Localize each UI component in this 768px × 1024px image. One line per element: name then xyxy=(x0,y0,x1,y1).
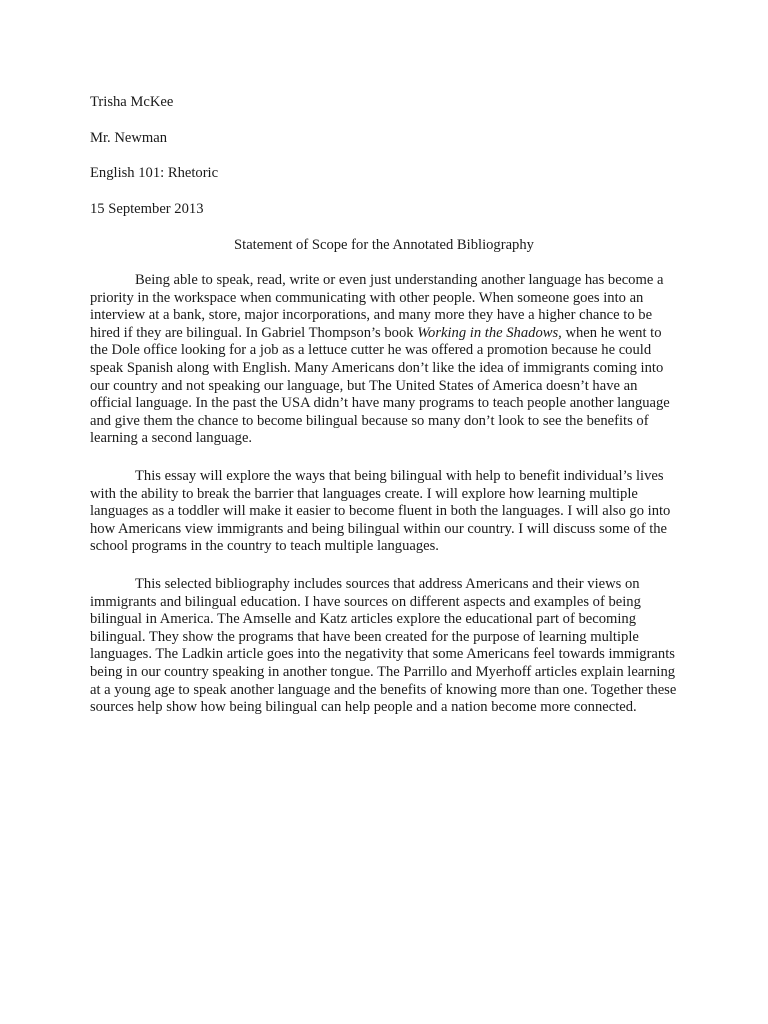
document-date: 15 September 2013 xyxy=(90,201,204,217)
student-name: Trisha McKee xyxy=(90,94,174,110)
document-title: Statement of Scope for the Annotated Bibliography xyxy=(234,237,534,253)
course-name: English 101: Rhetoric xyxy=(90,165,219,181)
paragraph-1 xyxy=(90,272,680,448)
book-title: Working in the Shadows, xyxy=(417,324,562,341)
paragraph-1-text-b: when he went to the Dole office looking for a job as a lettuce cutter he was offered a promotion because he could speak Spanish along with English. Many Americans don’t like the idea of immigrants coming into our country and not speaking our language, but The United States of America doesn’t have an official language. In the past the USA didn’t have many programs to teach people another language and give them the chance to become bilingual because so many don’t look to see the benefits of learning a second language. xyxy=(90,324,670,447)
instructor-name: Mr. Newman xyxy=(90,130,168,146)
paragraph-1-text-a: Being able to speak, read, write or even just understanding another language has become a priority in the workspace when communicating with other people. When someone goes into an interview at a bank, store, major incorporations, and many more they have a higher chance to be hired if they are bilingual. In Gabriel Thompson’s book xyxy=(90,272,664,341)
paragraph-2: This essay will explore the ways that being bilingual with help to benefit individual’s lives with the ability to break the barrier that languages create. I will explore how learning multiple languages as a toddler will make it easier to become fluent in both the languages. I will also go into how Americans view immigrants and being bilingual within our country. I will discuss some of the school programs in the country to teach multiple languages. xyxy=(90,468,671,555)
paragraph-3: This selected bibliography includes sources that address Americans and their views on immigrants and bilingual education. I have sources on different aspects and examples of being bilingual in America. The Amselle and Katz articles explore the educational part of becoming bilingual. They show the programs that have been created for the purpose of learning multiple languages. The Ladkin article goes into the negativity that some Americans feel towards immigrants being in our country speaking in another tongue. The Parrillo and Myerhoff articles explain learning at a young age to speak another language and the benefits of knowing more than one. Together these sources help show how being bilingual can help people and a nation become more connected. xyxy=(90,576,677,716)
